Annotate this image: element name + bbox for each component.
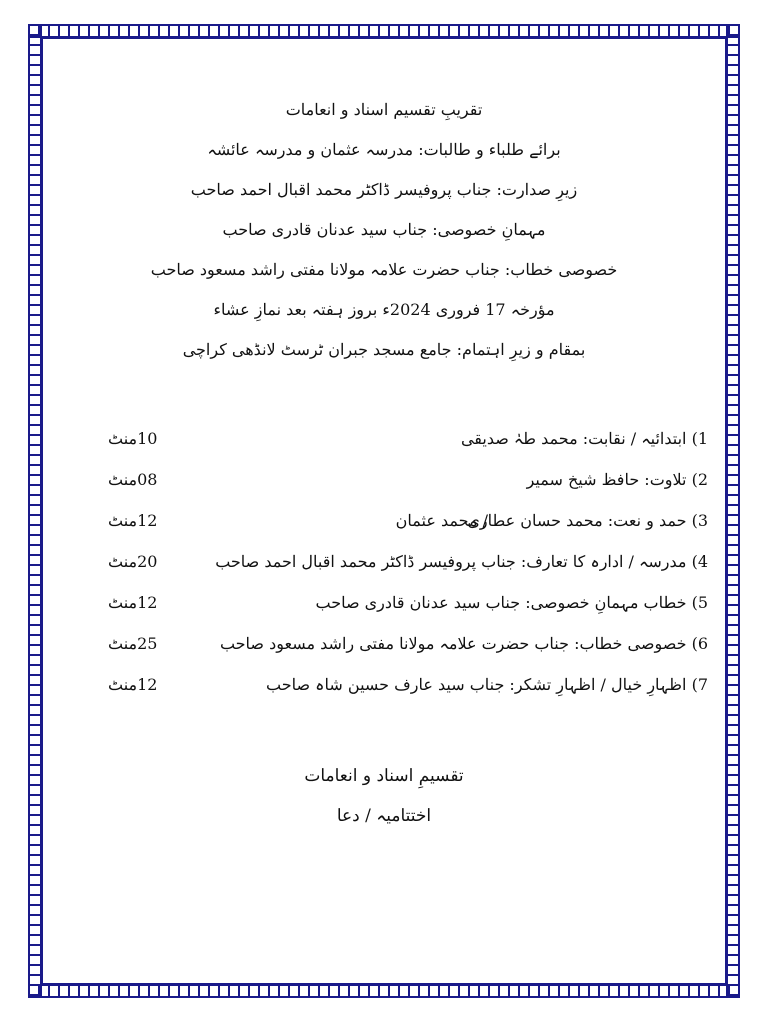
program-item [100,418,708,459]
program-item [100,541,708,582]
event-header [60,90,708,370]
program-item-text: 1) ابتدائیہ / نقابت: محمد طہٰ صدیقی [460,429,708,448]
program-item-duration: 25منٹ [108,634,158,653]
program-item-second-name: / محمد عثمان [395,511,488,530]
border-right [726,24,740,998]
program-item-text: 6) خصوصی خطاب: جناب حضرت علامہ مولانا مفتی راشد مسعود صاحب [219,634,708,653]
event-title: تقریبِ تقسیم اسناد و انعامات [285,100,483,119]
program-list [100,418,708,705]
program-item [100,500,708,541]
program-item-text: 3) حمد و نعت: محمد حسان عطاری [467,511,708,530]
program-item-duration: 08منٹ [108,470,158,489]
program-item-duration: 12منٹ [108,675,158,694]
chief-guest-line: مہمانِ خصوصی: جناب سید عدنان قادری صاحب [222,220,546,239]
distribution-line: تقسیمِ اسناد و انعامات [304,766,464,786]
program-item [100,582,708,623]
program-item-text: 7) اظہارِ خیال / اظہارِ تشکر: جناب سید عارف حسین شاہ صاحب [266,675,708,694]
border-top [28,24,740,38]
program-item-text: 5) خطاب مہمانِ خصوصی: جناب سید عدنان قادری صاحب [315,593,708,612]
program-item-duration: 12منٹ [108,593,158,612]
program-item [100,664,708,705]
venue-line: بمقام و زیرِ اہتمام: جامع مسجد جبران ٹرسٹ لانڈھی کراچی [182,340,586,359]
program-item [100,623,708,664]
date-line: مؤرخہ 17 فروری 2024ء بروز ہفتہ بعد نمازِ عشاء [213,300,555,319]
conclusion-line: اختتامیہ / دعا [336,806,432,826]
border-bottom [28,984,740,998]
presided-line: زیرِ صدارت: جناب پروفیسر ڈاکٹر محمد اقبال احمد صاحب [190,180,578,199]
program-item-text: 4) مدرسہ / ادارہ کا تعارف: جناب پروفیسر ڈاکٹر محمد اقبال احمد صاحب [215,552,708,571]
closing-block [0,756,768,836]
program-item-duration: 12منٹ [108,511,158,530]
program-item [100,459,708,500]
program-item-text: 2) تلاوت: حافظ شیخ سمیر [526,470,708,489]
special-address-line: خصوصی خطاب: جناب حضرت علامہ مولانا مفتی راشد مسعود صاحب [150,260,618,279]
program-item-duration: 10منٹ [108,429,158,448]
program-item-duration: 20منٹ [108,552,158,571]
for-students-line: برائے طلباء و طالبات: مدرسہ عثمان و مدرسہ عائشہ [207,140,561,159]
border-left [28,24,42,998]
